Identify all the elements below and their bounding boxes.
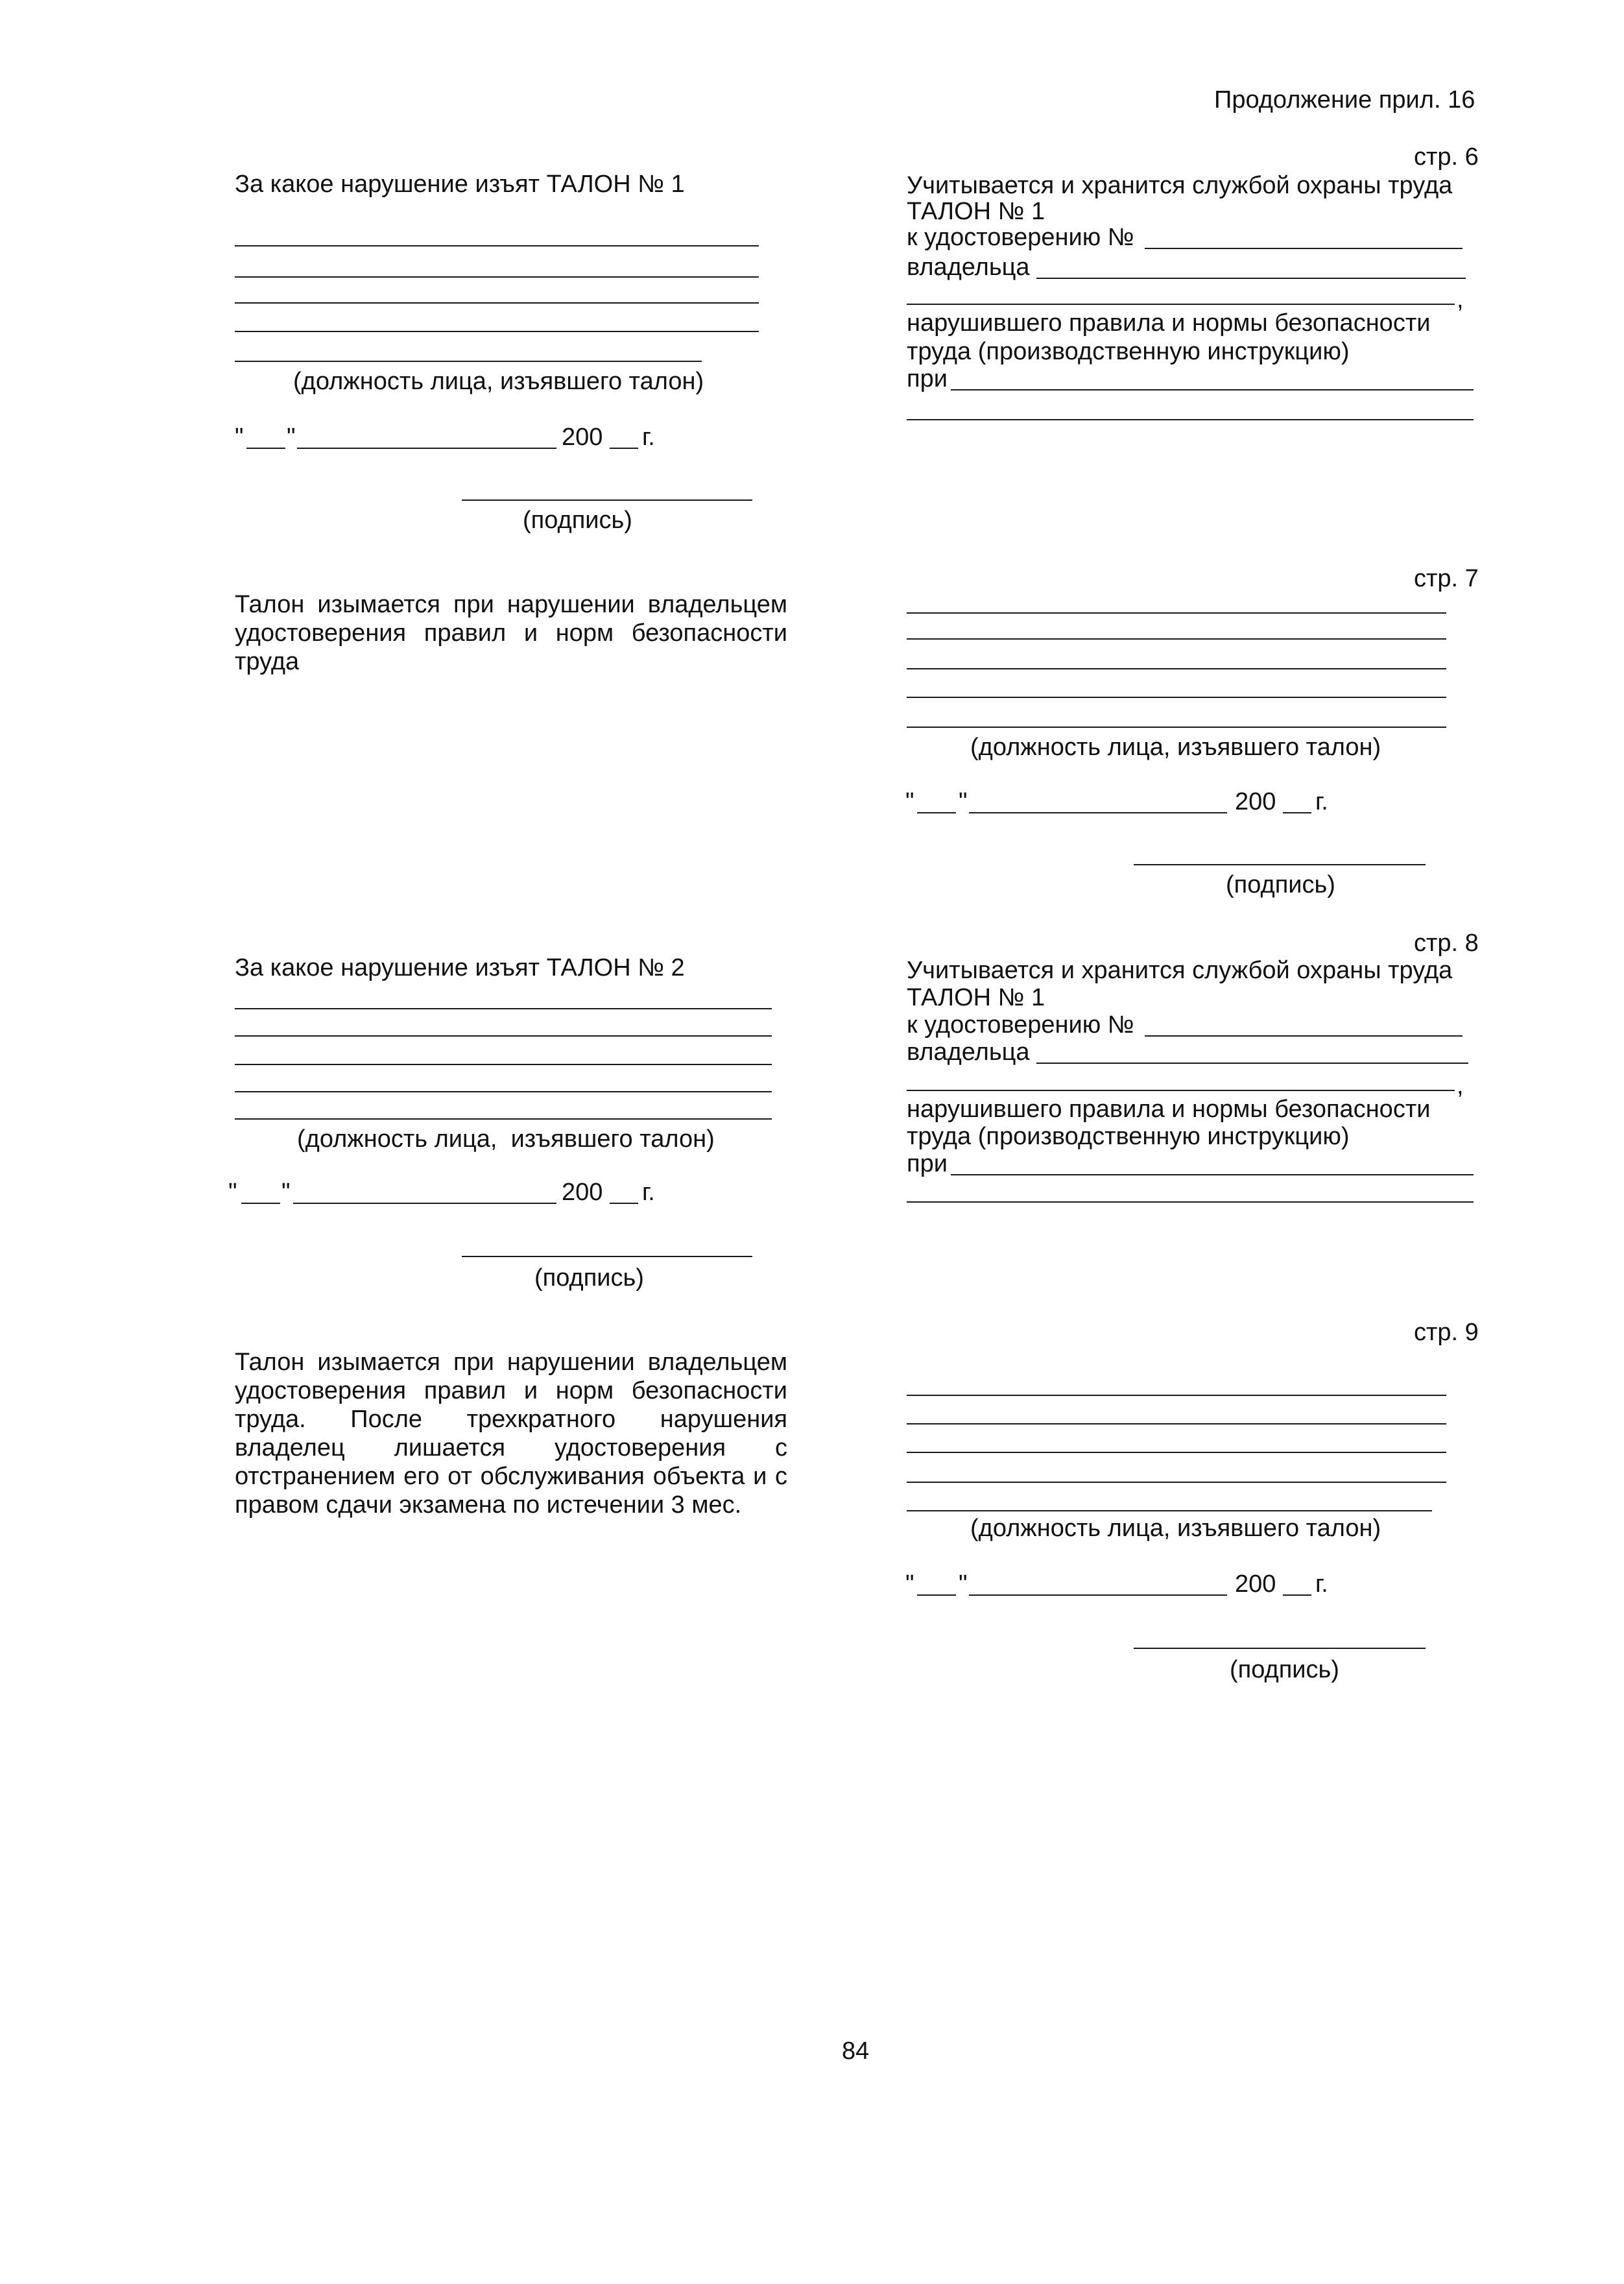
page6-comma: , [1457, 286, 1464, 313]
stub1-signature-line [462, 499, 752, 501]
stub1-heading: За какое нарушение изъят ТАЛОН № 1 [235, 171, 685, 198]
page8-comma: , [1457, 1072, 1464, 1100]
stub1-reason-line-4 [235, 331, 759, 332]
stub2-date-quote-close: " [281, 1179, 291, 1206]
stub2-reason-line-1 [235, 1008, 772, 1009]
page9-day-blank [917, 1594, 956, 1596]
stub2-signature-caption: (подпись) [534, 1264, 644, 1292]
note2-text: Талон изымается при нарушении владельцем удостоверения правил и норм безопасности труда. После трехкратного нарушения владелец лишается удостоверения с отстранением его от обслуживания объекта и с правом сдачи экзамена по истечении 3 мес. [235, 1349, 787, 1519]
page7-position-caption: (должность лица, изъявшего талон) [970, 734, 1381, 761]
stub2-reason-line-4 [235, 1091, 772, 1092]
page7-day-blank [917, 812, 956, 813]
page9-reason-line-3 [907, 1452, 1446, 1453]
page6-at-blank-2 [907, 419, 1474, 420]
stub2-signature-line [462, 1256, 752, 1257]
page9-year-blank [1283, 1594, 1311, 1596]
page7-reason-line-2 [907, 638, 1446, 640]
page9-position-caption: (должность лица, изъявшего талон) [970, 1515, 1381, 1542]
page7-signature-caption: (подпись) [1226, 871, 1335, 898]
stub1-signature-caption: (подпись) [523, 507, 632, 534]
page8-owner-label: владельца [907, 1039, 1030, 1066]
stub2-month-blank [293, 1203, 556, 1204]
page7-signature-line [1134, 864, 1426, 865]
stub1-day-blank [246, 448, 285, 449]
page6-cert-number-blank [1145, 248, 1463, 249]
page9-reason-line-2 [907, 1423, 1446, 1424]
page-label-8: стр. 8 [1414, 930, 1479, 957]
page7-date-quote-close: " [959, 788, 968, 815]
page7-year-blank [1283, 812, 1311, 813]
stub2-date-quote-open: " [228, 1179, 237, 1206]
page8-at-blank [951, 1174, 1474, 1175]
page6-owner-label: владельца [907, 254, 1030, 281]
page8-violated-line2: труда (производственную инструкцию) [907, 1123, 1350, 1150]
page8-violated-line1: нарушившего правила и нормы безопасности [907, 1096, 1431, 1123]
stub2-year-blank [610, 1203, 638, 1204]
page8-at-label: при [907, 1150, 948, 1177]
stub2-position-caption: (должность лица, изъявшего талон) [297, 1125, 715, 1153]
page6-registry-line: Учитывается и хранится службой охраны труда [907, 172, 1453, 199]
page7-reason-line-1 [907, 612, 1446, 614]
stub1-year-prefix: 200 [562, 424, 603, 451]
page7-year-prefix: 200 [1235, 788, 1276, 815]
stub1-position-caption: (должность лица, изъявшего талон) [293, 368, 704, 395]
stub1-date-quote-open: " [235, 424, 244, 451]
page7-year-suffix: г. [1315, 788, 1328, 815]
stub1-reason-line-3 [235, 302, 759, 304]
page9-year-prefix: 200 [1235, 1570, 1276, 1598]
continuation-header: Продолжение прил. 16 [1214, 86, 1475, 114]
page8-at-blank-2 [907, 1201, 1474, 1203]
page6-cert-label: к удостоверению № [907, 224, 1134, 251]
page7-reason-line-3 [907, 668, 1446, 669]
stub2-year-prefix: 200 [562, 1179, 603, 1206]
stub2-heading: За какое нарушение изъят ТАЛОН № 2 [235, 954, 685, 981]
page-label-6: стр. 6 [1414, 143, 1479, 171]
page6-owner-blank [1036, 278, 1466, 279]
page7-reason-line-4 [907, 697, 1446, 698]
page9-reason-line-1 [907, 1395, 1446, 1396]
page-label-9: стр. 9 [1414, 1319, 1479, 1346]
stub1-year-suffix: г. [642, 424, 655, 451]
page9-reason-line-4 [907, 1482, 1446, 1483]
stub2-reason-line-2 [235, 1035, 772, 1037]
page9-date-quote-close: " [959, 1570, 968, 1598]
stub2-day-blank [241, 1203, 280, 1204]
page-number: 84 [842, 2038, 870, 2065]
page6-owner-blank-2 [907, 304, 1455, 305]
stub2-position-line [235, 1118, 772, 1120]
page9-signature-caption: (подпись) [1230, 1656, 1339, 1683]
page7-position-line [907, 727, 1446, 728]
stub2-reason-line-3 [235, 1064, 772, 1065]
stub1-month-blank [297, 448, 556, 449]
page9-month-blank [969, 1594, 1227, 1596]
page6-talon-title: ТАЛОН № 1 [907, 198, 1045, 225]
page9-signature-line [1134, 1648, 1426, 1649]
page6-at-label: при [907, 365, 948, 392]
page6-at-blank [951, 389, 1474, 391]
stub1-position-line [235, 361, 702, 362]
page9-position-line [907, 1510, 1432, 1511]
page9-year-suffix: г. [1315, 1570, 1328, 1598]
stub1-year-blank [610, 448, 638, 449]
page8-owner-blank [1036, 1063, 1468, 1064]
page8-owner-blank-2 [907, 1090, 1455, 1091]
page6-violated-line2: труда (производственную инструкцию) [907, 338, 1350, 365]
page8-cert-label: к удостоверению № [907, 1011, 1134, 1039]
page7-month-blank [969, 812, 1227, 813]
note1-text: Талон изымается при нарушении владельцем удостоверения правил и норм безопасности труда [235, 591, 787, 675]
page6-violated-line1: нарушившего правила и нормы безопасности [907, 309, 1431, 337]
page8-talon-title: ТАЛОН № 1 [907, 984, 1045, 1011]
page8-registry-line: Учитывается и хранится службой охраны труда [907, 957, 1453, 984]
page-label-7: стр. 7 [1414, 565, 1479, 592]
page7-date-quote-open: " [905, 788, 914, 815]
stub2-year-suffix: г. [642, 1179, 655, 1206]
page9-date-quote-open: " [905, 1570, 914, 1598]
stub1-reason-line-1 [235, 245, 759, 246]
stub1-date-quote-close: " [287, 424, 296, 451]
stub1-reason-line-2 [235, 276, 759, 278]
page8-cert-number-blank [1145, 1035, 1463, 1037]
